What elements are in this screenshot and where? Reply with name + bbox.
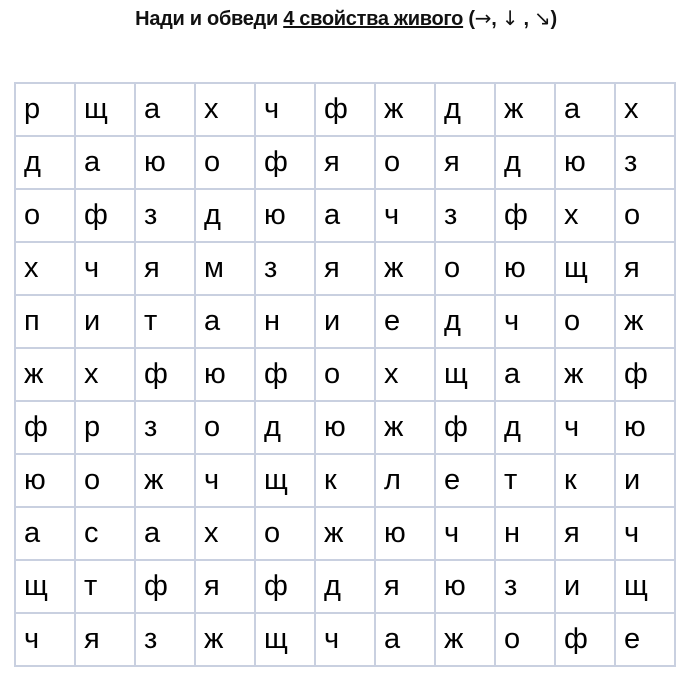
grid-cell[interactable]: д [435,295,495,348]
grid-cell[interactable]: ж [375,242,435,295]
grid-cell[interactable]: ч [555,401,615,454]
grid-cell[interactable]: я [195,560,255,613]
grid-cell[interactable]: з [255,242,315,295]
grid-cell[interactable]: щ [255,613,315,666]
grid-cell[interactable]: д [195,189,255,242]
arrow-down-icon: ↓ [501,6,519,30]
title-prefix: Нади и обведи [135,8,284,30]
grid-cell[interactable]: ю [555,136,615,189]
grid-cell[interactable]: ж [435,613,495,666]
grid-cell[interactable]: д [315,560,375,613]
grid-row [15,136,675,189]
grid-cell[interactable]: з [435,189,495,242]
grid-cell[interactable]: п [15,295,75,348]
grid-cell[interactable]: к [315,454,375,507]
grid-cell[interactable]: о [15,189,75,242]
grid-cell[interactable]: о [615,189,675,242]
grid-cell[interactable]: я [555,507,615,560]
grid-cell[interactable]: щ [435,348,495,401]
grid-cell[interactable]: к [555,454,615,507]
grid-cell[interactable]: ф [135,560,195,613]
grid-cell[interactable]: о [75,454,135,507]
grid-cell[interactable]: а [135,507,195,560]
grid-cell[interactable]: ф [435,401,495,454]
grid-cell[interactable]: х [195,507,255,560]
grid-cell[interactable]: и [615,454,675,507]
grid-cell[interactable]: а [375,613,435,666]
grid-cell[interactable]: ж [555,348,615,401]
title-paren-open: ( [463,8,475,30]
title-sep: , [491,8,502,30]
grid-cell[interactable]: д [495,136,555,189]
grid-cell[interactable]: а [195,295,255,348]
grid-cell[interactable]: ю [195,348,255,401]
grid-cell[interactable]: ф [255,136,315,189]
grid-cell[interactable]: а [555,83,615,136]
grid-cell[interactable]: ч [75,242,135,295]
grid-cell[interactable]: а [75,136,135,189]
grid-cell[interactable]: н [255,295,315,348]
grid-row [15,507,675,560]
grid-cell[interactable]: е [615,613,675,666]
grid-cell[interactable]: ю [375,507,435,560]
grid-cell[interactable]: ф [315,83,375,136]
grid-cell[interactable]: м [195,242,255,295]
grid-cell[interactable]: ю [435,560,495,613]
grid-cell[interactable]: я [315,242,375,295]
grid-cell[interactable]: ж [15,348,75,401]
grid-cell[interactable]: ж [615,295,675,348]
grid-cell[interactable]: ю [135,136,195,189]
grid-cell[interactable]: р [15,83,75,136]
grid-cell[interactable]: о [255,507,315,560]
grid-cell[interactable]: х [75,348,135,401]
grid-row [15,242,675,295]
grid-cell[interactable]: ч [315,613,375,666]
grid-cell[interactable]: я [615,242,675,295]
grid-cell[interactable]: з [615,136,675,189]
grid-cell[interactable]: х [555,189,615,242]
grid-cell[interactable]: ж [195,613,255,666]
grid-cell[interactable]: х [375,348,435,401]
grid-cell[interactable]: я [435,136,495,189]
grid-row [15,295,675,348]
grid-cell[interactable]: л [375,454,435,507]
grid-cell[interactable]: щ [15,560,75,613]
grid-cell[interactable]: ч [435,507,495,560]
grid-cell[interactable]: и [315,295,375,348]
title-sep: , [518,8,534,30]
grid-cell[interactable]: д [15,136,75,189]
grid-cell[interactable]: щ [615,560,675,613]
word-search-grid [14,82,676,667]
arrow-right-icon: → [474,6,492,30]
grid-cell[interactable]: ж [135,454,195,507]
grid-row [15,83,675,136]
grid-cell[interactable]: а [15,507,75,560]
grid-cell[interactable]: х [615,83,675,136]
grid-cell[interactable]: ю [315,401,375,454]
grid-cell[interactable]: т [495,454,555,507]
grid-cell[interactable]: щ [75,83,135,136]
grid-cell[interactable]: ю [615,401,675,454]
grid-cell[interactable]: д [495,401,555,454]
grid-cell[interactable]: ч [495,295,555,348]
grid-cell[interactable]: ч [615,507,675,560]
grid-cell[interactable]: з [135,189,195,242]
grid-cell[interactable]: я [375,560,435,613]
grid-cell[interactable]: щ [555,242,615,295]
grid-cell[interactable]: ч [195,454,255,507]
grid-cell[interactable]: ч [375,189,435,242]
grid-cell[interactable]: о [555,295,615,348]
grid-cell[interactable]: р [75,401,135,454]
grid-cell[interactable]: щ [255,454,315,507]
grid-cell[interactable]: ф [75,189,135,242]
arrow-diagonal-icon: ↘ [533,6,551,30]
grid-row [15,401,675,454]
grid-cell[interactable]: ж [375,401,435,454]
grid-cell[interactable]: д [255,401,315,454]
task-title [0,6,692,31]
grid-cell[interactable]: е [435,454,495,507]
grid-cell[interactable]: ю [495,242,555,295]
grid-cell[interactable]: ж [315,507,375,560]
grid-cell[interactable]: а [135,83,195,136]
grid-cell[interactable]: ф [255,560,315,613]
grid-cell[interactable]: о [375,136,435,189]
grid-row [15,613,675,666]
grid-cell[interactable]: з [135,401,195,454]
grid-row [15,454,675,507]
grid-cell[interactable]: о [195,401,255,454]
grid-cell[interactable]: о [195,136,255,189]
grid-cell[interactable]: и [75,295,135,348]
grid-cell[interactable]: з [135,613,195,666]
grid-cell[interactable]: т [135,295,195,348]
grid-cell[interactable]: ф [555,613,615,666]
grid-cell[interactable]: д [435,83,495,136]
grid-cell[interactable]: х [15,242,75,295]
grid-cell[interactable]: а [315,189,375,242]
grid-cell[interactable]: о [435,242,495,295]
grid-cell[interactable]: а [495,348,555,401]
grid-cell[interactable]: н [495,507,555,560]
title-paren-close: ) [550,8,557,30]
grid-row [15,560,675,613]
grid-cell[interactable]: е [375,295,435,348]
grid-cell[interactable]: и [555,560,615,613]
grid-cell[interactable]: ф [615,348,675,401]
grid-cell[interactable]: х [195,83,255,136]
grid-cell[interactable]: я [135,242,195,295]
grid-cell[interactable]: т [75,560,135,613]
grid-cell[interactable]: ч [15,613,75,666]
grid-cell[interactable]: ф [15,401,75,454]
grid-cell[interactable]: ф [135,348,195,401]
title-underlined: 4 свойства живого [283,8,464,30]
grid-cell[interactable]: ю [15,454,75,507]
grid-cell[interactable]: я [315,136,375,189]
grid-cell[interactable]: ж [375,83,435,136]
grid-cell[interactable]: я [75,613,135,666]
grid-cell[interactable]: з [495,560,555,613]
grid-cell[interactable]: ф [255,348,315,401]
grid-cell[interactable]: с [75,507,135,560]
grid-cell[interactable]: ф [495,189,555,242]
grid-row [15,348,675,401]
grid-cell[interactable]: о [495,613,555,666]
grid-cell[interactable]: ж [495,83,555,136]
grid-cell[interactable]: о [315,348,375,401]
grid-row [15,189,675,242]
grid-cell[interactable]: ч [255,83,315,136]
grid-cell[interactable]: ю [255,189,315,242]
